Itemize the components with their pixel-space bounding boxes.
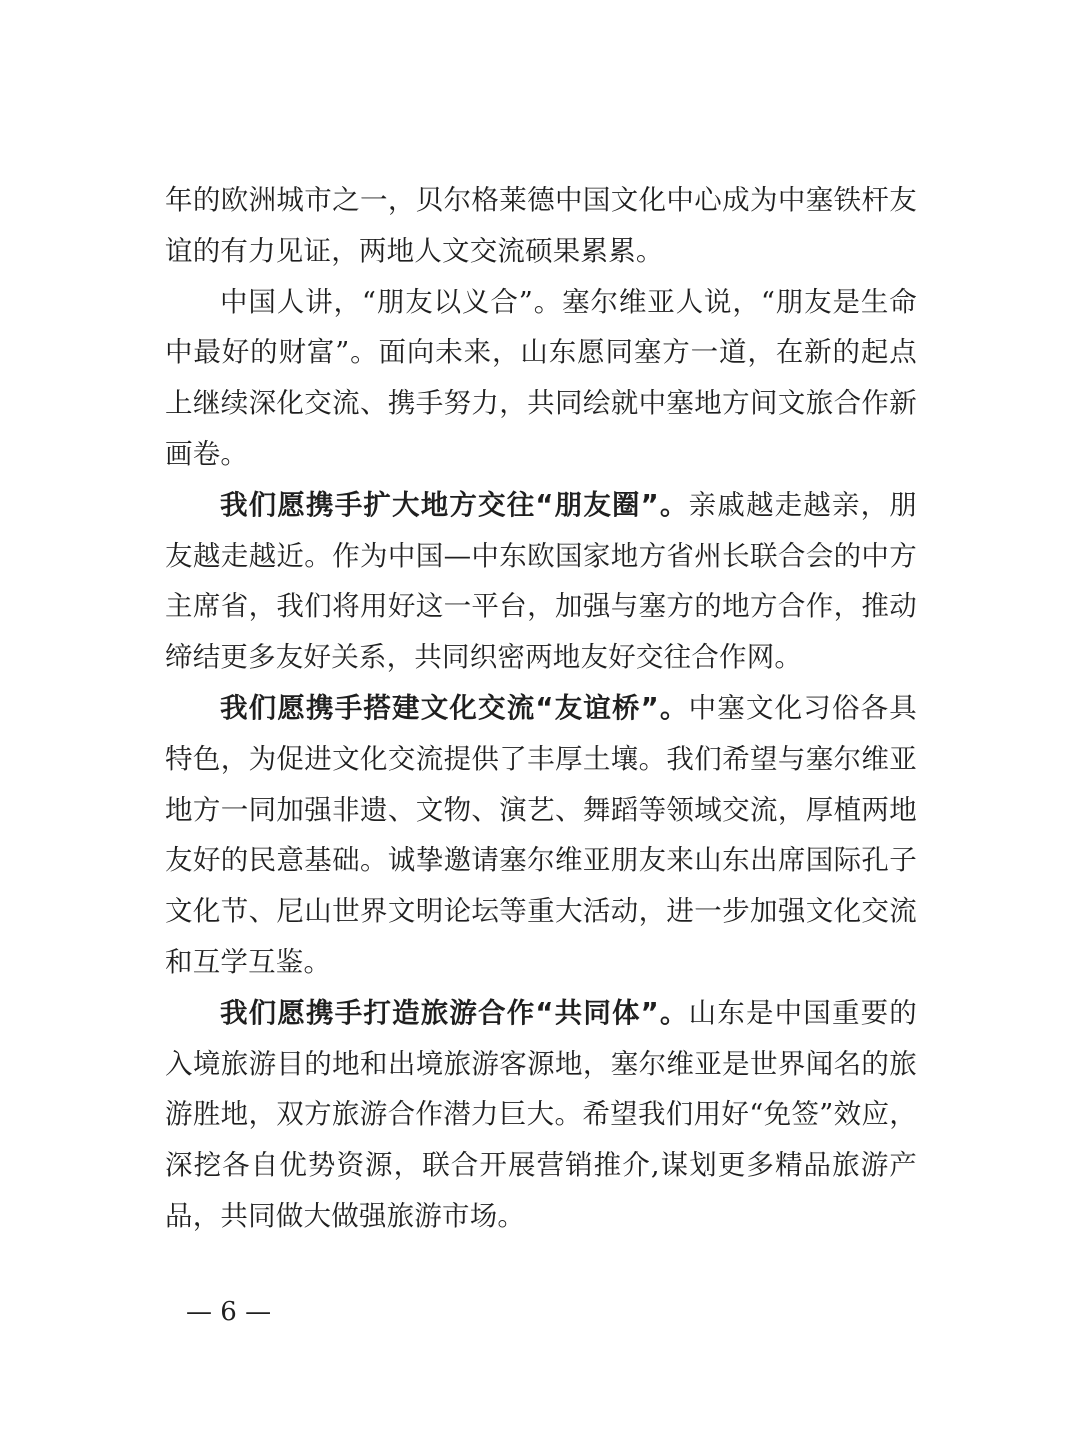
page-number: — 6 — <box>186 1297 272 1327</box>
paragraph-tourism-community <box>165 988 917 1242</box>
document-body <box>165 175 917 1242</box>
paragraph-text: 山东是中国重要的入境旅游目的地和出境旅游客源地，塞尔维亚是世界闻名的旅游胜地，双方旅游合作潜力巨大。希望我们用好“免签”效应，深挖各自优势资源，联合开展营销推介,谋划更多精品旅游产品，共同做大做强旅游市场。 <box>165 996 918 1232</box>
paragraph-text: 年的欧洲城市之一，贝尔格莱德中国文化中心成为中塞铁杆友谊的有力见证，两地人文交流硕果累累。 <box>165 184 917 267</box>
paragraph-culture-bridge <box>165 683 917 988</box>
paragraph-lead: 我们愿携手打造旅游合作“共同体”。 <box>220 996 689 1029</box>
paragraph-lead: 我们愿携手搭建文化交流“友谊桥”。 <box>220 691 689 724</box>
paragraph-friend-circle <box>165 480 917 683</box>
paragraph-lead: 我们愿携手扩大地方交往“朋友圈”。 <box>220 488 689 521</box>
paragraph-text: 中国人讲，“朋友以义合”。塞尔维亚人说，“朋友是生命中最好的财富”。面向未来，山东愿同塞方一道，在新的起点上继续深化交流、携手努力，共同绘就中塞地方间文旅合作新画卷。 <box>165 285 917 470</box>
paragraph-text: 中塞文化习俗各具特色，为促进文化交流提供了丰厚土壤。我们希望与塞尔维亚地方一同加强非遗、文物、演艺、舞蹈等领域交流，厚植两地友好的民意基础。诚挚邀请塞尔维亚朋友来山东出席国际孔子文化节、尼山世界文明论坛等重大活动，进一步加强文化交流和互学互鉴。 <box>165 691 918 978</box>
paragraph-friendship-quote <box>165 277 917 480</box>
paragraph-continuation <box>165 175 917 277</box>
paragraph-text: 亲戚越走越亲，朋友越走越近。作为中国—中东欧国家地方省州长联合会的中方主席省，我们将用好这一平台，加强与塞方的地方合作，推动缔结更多友好关系，共同织密两地友好交往合作网。 <box>165 488 918 674</box>
